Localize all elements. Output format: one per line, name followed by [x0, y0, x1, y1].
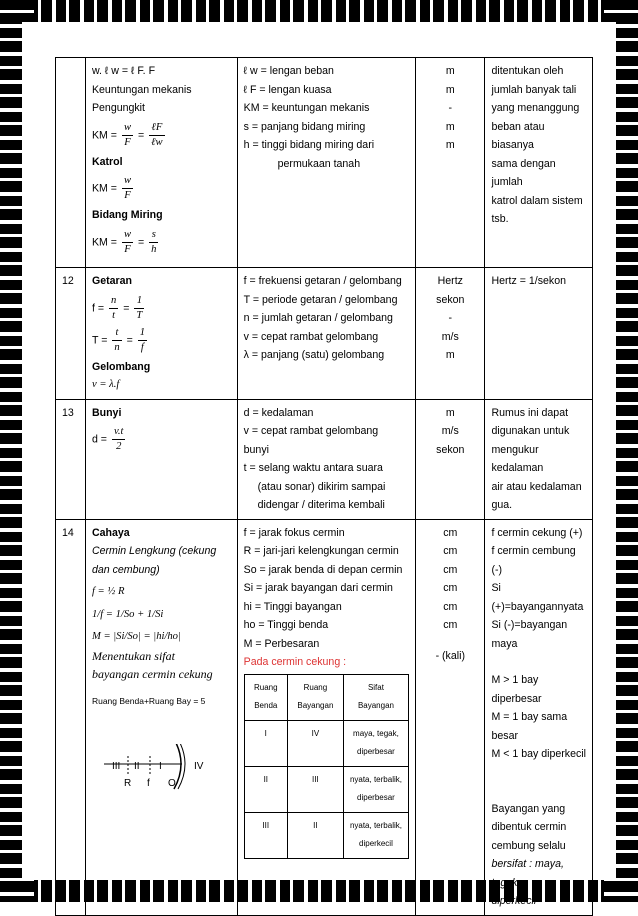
- concave-mirror-diagram: [104, 744, 224, 804]
- label-iii: III: [111, 761, 121, 772]
- note-cell: ditentukan oleh jumlah banyak tali yang menanggung beban atau biasanya sama dengan jumlah katrol dalam sistem tsb.: [485, 58, 593, 268]
- formula-cell: [85, 268, 237, 400]
- formula-cell: [85, 58, 237, 268]
- label-i: I: [158, 761, 162, 772]
- lever-equation: w. ℓ w = ℓ F. F: [91, 65, 156, 77]
- label-ii: II: [133, 761, 140, 772]
- wave-heading: Gelombang: [91, 360, 151, 373]
- unit-cell: m m - m m: [416, 58, 485, 268]
- mirror-svg: [104, 744, 224, 804]
- table-row: II III nyata, terbalik, diperbesar: [244, 766, 408, 812]
- table-row: III II nyata, terbalik, diperkecil: [244, 812, 408, 858]
- formula-cell: [85, 399, 237, 519]
- row-number: 13: [56, 399, 86, 519]
- note-cell: Hertz = 1/sekon: [485, 268, 593, 400]
- description-cell: f = jarak fokus cermin R = jari-jari kelengkungan cermin So = jarak benda di depan cermin Si = jarak bayangan dari cermin hi = Tinggi bayangan ho = Tinggi benda M = Perbesaran Pada cermin cekung : Ruang Benda Ruang Bayangan Sifat Bayangan I IV maya, tegak, diperbesar II III nyata, terbalik, diperbesar III II nyata, terbalik, diperkecil: [237, 519, 415, 915]
- table-row: [56, 399, 593, 519]
- row-number: [56, 58, 86, 268]
- km-incline-formula: KM = $\frac{w}{F}$ = $\frac{s}{h}$: [91, 228, 157, 255]
- label-iv: IV: [193, 761, 204, 772]
- lever-label: Pengungkit: [91, 102, 145, 114]
- sound-heading: Bunyi: [91, 406, 122, 419]
- table-row: [56, 519, 593, 915]
- unit-cell: cm cm cm cm cm cm - (kali): [416, 519, 485, 915]
- table-row: I IV maya, tegak, diperbesar: [244, 720, 408, 766]
- note-cell: f cermin cekung (+) f cermin cembung (-) Si (+)=bayangannyata Si (-)=bayangan maya M > 1 bay diperbesar M = 1 bay sama besar M < 1 bay diperkecil Bayangan yang dibentuk cermin cembung selalu bersifat : maya, tegak, diperkecil: [485, 519, 593, 915]
- image-properties-table: [244, 674, 409, 859]
- magnification-formula: M = |Si/So| = |hi/ho|: [91, 631, 181, 642]
- formula-table: [55, 57, 593, 916]
- mechanical-advantage-label: Keuntungan mekanis: [91, 83, 192, 96]
- description-cell: f = frekuensi getaran / gelombang T = periode getaran / gelombang n = jumlah getaran / gelombang v = cepat rambat gelombang λ = panjang (satu) gelombang: [237, 268, 415, 400]
- description-cell: d = kedalaman v = cepat rambat gelombang bunyi t = selang waktu antara suara (atau sonar) dikirim sampai didengar / diterima kembali: [237, 399, 415, 519]
- km-lever-formula: KM = $\frac{w}{F}$ = $\frac{\text{ℓF}}{\text{ℓw}}$: [91, 121, 163, 148]
- curved-mirror-label: Cermin Lengkung (cekung: [91, 545, 217, 557]
- pulley-heading: Katrol: [91, 155, 123, 168]
- label-f: f: [146, 778, 150, 789]
- frequency-formula: f = $\frac{n}{t}$ = $\frac{1}{T}$: [91, 294, 143, 321]
- table-row: [56, 58, 593, 268]
- label-r: R: [123, 778, 132, 789]
- mirror-formula: 1/f = 1/So + 1/Si: [91, 608, 164, 620]
- concave-mirror-note: Pada cermin cekung :: [243, 656, 347, 668]
- km-pulley-formula: KM = $\frac{w}{F}$: [91, 175, 132, 201]
- row-number: 12: [56, 268, 86, 400]
- note-cell: Rumus ini dapat digunakan untuk mengukur kedalaman air atau kedalaman gua.: [485, 399, 593, 519]
- table-header-row: Ruang Benda Ruang Bayangan Sifat Bayangan: [244, 674, 408, 720]
- light-heading: Cahaya: [91, 526, 130, 539]
- inclined-plane-heading: Bidang Miring: [91, 209, 163, 221]
- table-row: [56, 268, 593, 400]
- wave-speed-formula: v = λ.f: [91, 379, 120, 390]
- focal-formula: f = ½ R: [91, 586, 125, 597]
- period-formula: T = $\frac{t}{n}$ = $\frac{1}{f}$: [91, 326, 146, 353]
- formula-cell: Cahaya Cermin Lengkung (cekung dan cembung) f = ½ R 1/f = 1/So + 1/Si M = |Si/So| = |hi/ho| Menentukan sifat bayangan cermin cekung Ruang Benda+Ruang Bay = 5 III II I IV R f O: [85, 519, 237, 915]
- unit-cell: Hertz sekon - m/s m: [416, 268, 485, 400]
- unit-cell: m m/s sekon: [416, 399, 485, 519]
- row-number: 14: [56, 519, 86, 915]
- description-cell: ℓ w = lengan beban ℓ F = lengan kuasa KM = keuntungan mekanis s = panjang bidang miring h = tinggi bidang miring dari permukaan tanah: [237, 58, 415, 268]
- depth-formula: d = $\frac{v.t}{2}$: [91, 426, 124, 452]
- vibration-heading: Getaran: [91, 275, 133, 287]
- label-o: O: [167, 778, 176, 789]
